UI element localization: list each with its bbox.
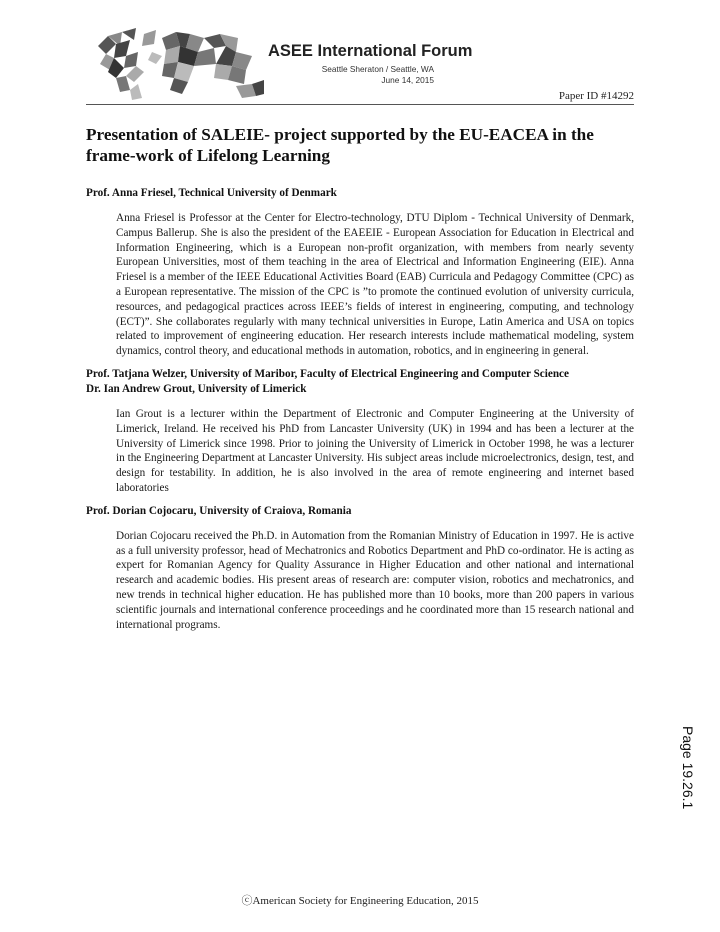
forum-date: June 14, 2015 <box>381 75 434 85</box>
copyright-footer: ⓒAmerican Society for Engineering Education, 2015 <box>241 895 479 907</box>
paper-title: Presentation of SALEIE- project supported by the EU-EACEA in the frame-work of Lifelong Learning <box>86 125 594 165</box>
forum-title: ASEE International Forum <box>268 42 473 60</box>
author-line: Prof. Dorian Cojocaru, University of Craiova, Romania <box>86 504 352 517</box>
page-header <box>86 24 626 108</box>
paper-id: Paper ID #14292 <box>558 90 634 102</box>
author-section-2 <box>86 367 634 496</box>
world-map-logo <box>86 24 266 102</box>
author-bio: Anna Friesel is Professor at the Center for Electro-technology, DTU Diplom - Technical University of Denmark, Campus Ballerup. She is also the president of the EAEEIE - European Association for Education in Electrical and Information Engineering, which is a European non-profit organization, with members from nearly seventy European Universities, most of them teaching in the area of Electrical and Information Engineering (EIE). Anna Friesel is a member of the IEEE Educational Activities Board (EAB) Curricula and Pedagogy Committee (CPC) as a European representative. The mission of the CPC is ”to promote the continued evolution of university curricula, resources, and pedagogical practices across IEEE’s fields of interest in engineering, computing, and technology (ECT)”. She collaborates regularly with many technical universities in Europe, Latin America and USA on topics related to improvement of engineering education. Her research interests include mathematical modeling, system dynamics, control theory, and educational methods in automation, robotics, and in engineering in general. <box>116 212 634 358</box>
author-bio: Ian Grout is a lecturer within the Department of Electronic and Computer Engineering at the University of Limerick, Ireland. He received his PhD from Lancaster University (UK) in 1994 and has been a lecturer at the University of Limerick since 1998. Prior to joining the University of Limerick in October 1998, he was a lecturer in the Engineering Department at Lancaster University. His subject areas include microelectronics, design, test, and design for testability. In addition, he is also involved in the area of remote engineering and internet based laboratories <box>116 407 634 494</box>
forum-location-date <box>322 64 434 86</box>
page-number-tag: Page 19.26.1 <box>680 726 696 810</box>
author-section-3 <box>86 504 634 633</box>
header-rule <box>86 104 634 105</box>
forum-location: Seattle Sheraton / Seattle, WA <box>321 64 434 74</box>
paper-content <box>86 124 634 632</box>
author-line: Dr. Ian Andrew Grout, University of Limerick <box>86 382 307 395</box>
author-line: Prof. Anna Friesel, Technical University of Denmark <box>86 187 337 199</box>
author-bio: Dorian Cojocaru received the Ph.D. in Automation from the Romanian Ministry of Education in 1997. He is active as a full university professor, head of Mechatronics and Robotics Department and PhD co-ordinator. He is acting as expert for Romanian Agency for Quality Assurance in Higher Education and other national and international research and academic bodies. His present areas of research are: computer vision, robotics and mechatronics, and new trends in technical higher education. He has published more than 10 books, more than 200 papers in various scientific journals and international conference proceedings and he coordinated more than 15 research national and international programs. <box>116 529 634 631</box>
author-section-1 <box>86 186 634 359</box>
author-line: Prof. Tatjana Welzer, University of Maribor, Faculty of Electrical Engineering and Computer Science <box>86 367 569 380</box>
